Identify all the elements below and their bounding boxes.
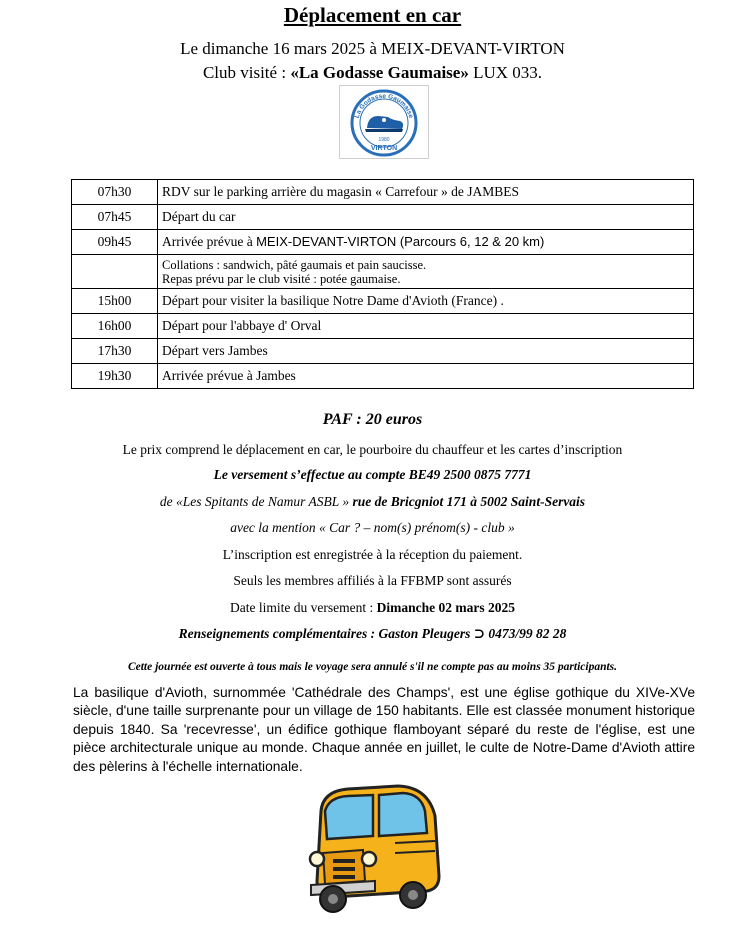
table-row	[72, 230, 694, 255]
schedule-desc: Départ du car	[158, 205, 694, 230]
table-row	[72, 339, 694, 364]
schedule-desc: RDV sur le parking arrière du magasin « Carrefour » de JAMBES	[158, 180, 694, 205]
bus-icon	[310, 786, 439, 912]
meals-info	[158, 255, 694, 289]
club-prefix: Club visité :	[202, 63, 291, 82]
schedule-time: 17h30	[72, 339, 158, 364]
table-row	[72, 364, 694, 389]
arrival-prefix: Arrivée prévue à	[162, 234, 257, 249]
table-row	[72, 289, 694, 314]
payment-deadline	[0, 600, 745, 616]
price-includes: Le prix comprend le déplacement en car, le pourboire du chauffeur et les cartes d’inscription	[122, 442, 623, 457]
page-title: Déplacement en car	[283, 3, 462, 27]
schedule-time: 19h30	[72, 364, 158, 389]
beneficiary-name: de «Les Spitants de Namur ASBL »	[159, 494, 353, 509]
logo-city: VIRTON	[370, 145, 398, 152]
table-row	[72, 255, 694, 289]
deadline-value: Dimanche 02 mars 2025	[376, 600, 515, 615]
schedule-time	[72, 255, 158, 289]
schedule-desc: Arrivée prévue à Jambes	[158, 364, 694, 389]
snacks-line: Collations : sandwich, pâté gaumais et pain saucisse.	[162, 258, 427, 272]
club-logo-emblem	[340, 86, 428, 158]
deadline-label: Date limite du versement :	[230, 600, 377, 615]
club-name: «La Godasse Gaumaise»	[290, 63, 469, 82]
schedule-desc: Départ vers Jambes	[158, 339, 694, 364]
payment-mention: avec la mention « Car ? – nom(s) prénom(s) - club »	[230, 520, 515, 535]
basilica-description: La basilique d'Avioth, surnommée 'Cathédrale des Champs', est une église gothique du XIVe-XVe siècle, d'une taille surprenante pour un village de 150 habitants. Elle est classée monument historique depuis 1840. Sa 'recevresse', un édifice gothique flamboyant séparé du reste de l'église, est une pièce architecturale unique au monde. Chaque année en juillet, le culte de Notre-Dame d'Avioth attire des pèlerins à l'échelle internationale.	[73, 685, 695, 774]
contact-info: Renseignements complémentaires : Gaston Pleugers ⊃ 0473/99 82 28	[178, 626, 567, 641]
schedule-table	[71, 179, 694, 389]
cancellation-note: Cette journée est ouverte à tous mais le voyage sera annulé s'il ne compte pas au moins 35 participants.	[127, 661, 618, 673]
schedule-time: 15h00	[72, 289, 158, 314]
price-heading: PAF : 20 euros	[322, 411, 423, 428]
club-suffix: LUX 033.	[468, 63, 543, 82]
table-row	[72, 205, 694, 230]
event-date-location: Le dimanche 16 mars 2025 à MEIX-DEVANT-VIRTON	[180, 39, 565, 58]
registration-note: L’inscription est enregistrée à la réception du paiement.	[222, 547, 523, 562]
table-row	[72, 180, 694, 205]
payment-account: Le versement s’effectue au compte BE49 2500 0875 7771	[213, 467, 532, 482]
club-logo	[339, 85, 429, 159]
lunch-line: Repas prévu par le club visité : potée gaumaise.	[162, 272, 401, 286]
table-row	[72, 314, 694, 339]
logo-arc-text: La Godasse Gaumaise	[353, 92, 415, 120]
schedule-time: 07h45	[72, 205, 158, 230]
schedule-desc: Départ pour l'abbaye d' Orval	[158, 314, 694, 339]
logo-year: 1980	[378, 137, 390, 143]
school-bus-illustration	[303, 781, 445, 916]
schedule-time: 07h30	[72, 180, 158, 205]
schedule-time: 09h45	[72, 230, 158, 255]
insurance-note: Seuls les membres affiliés à la FFBMP sont assurés	[233, 573, 512, 588]
schedule-desc	[158, 230, 694, 255]
schedule-time: 16h00	[72, 314, 158, 339]
beneficiary	[0, 494, 745, 510]
visited-club	[0, 63, 745, 83]
schedule-desc: Départ pour visiter la basilique Notre Dame d'Avioth (France) .	[158, 289, 694, 314]
arrival-destination: MEIX-DEVANT-VIRTON (Parcours 6, 12 & 20 km)	[256, 234, 545, 249]
beneficiary-address: rue de Bricgniot 171 à 5002 Saint-Servais	[352, 494, 586, 509]
